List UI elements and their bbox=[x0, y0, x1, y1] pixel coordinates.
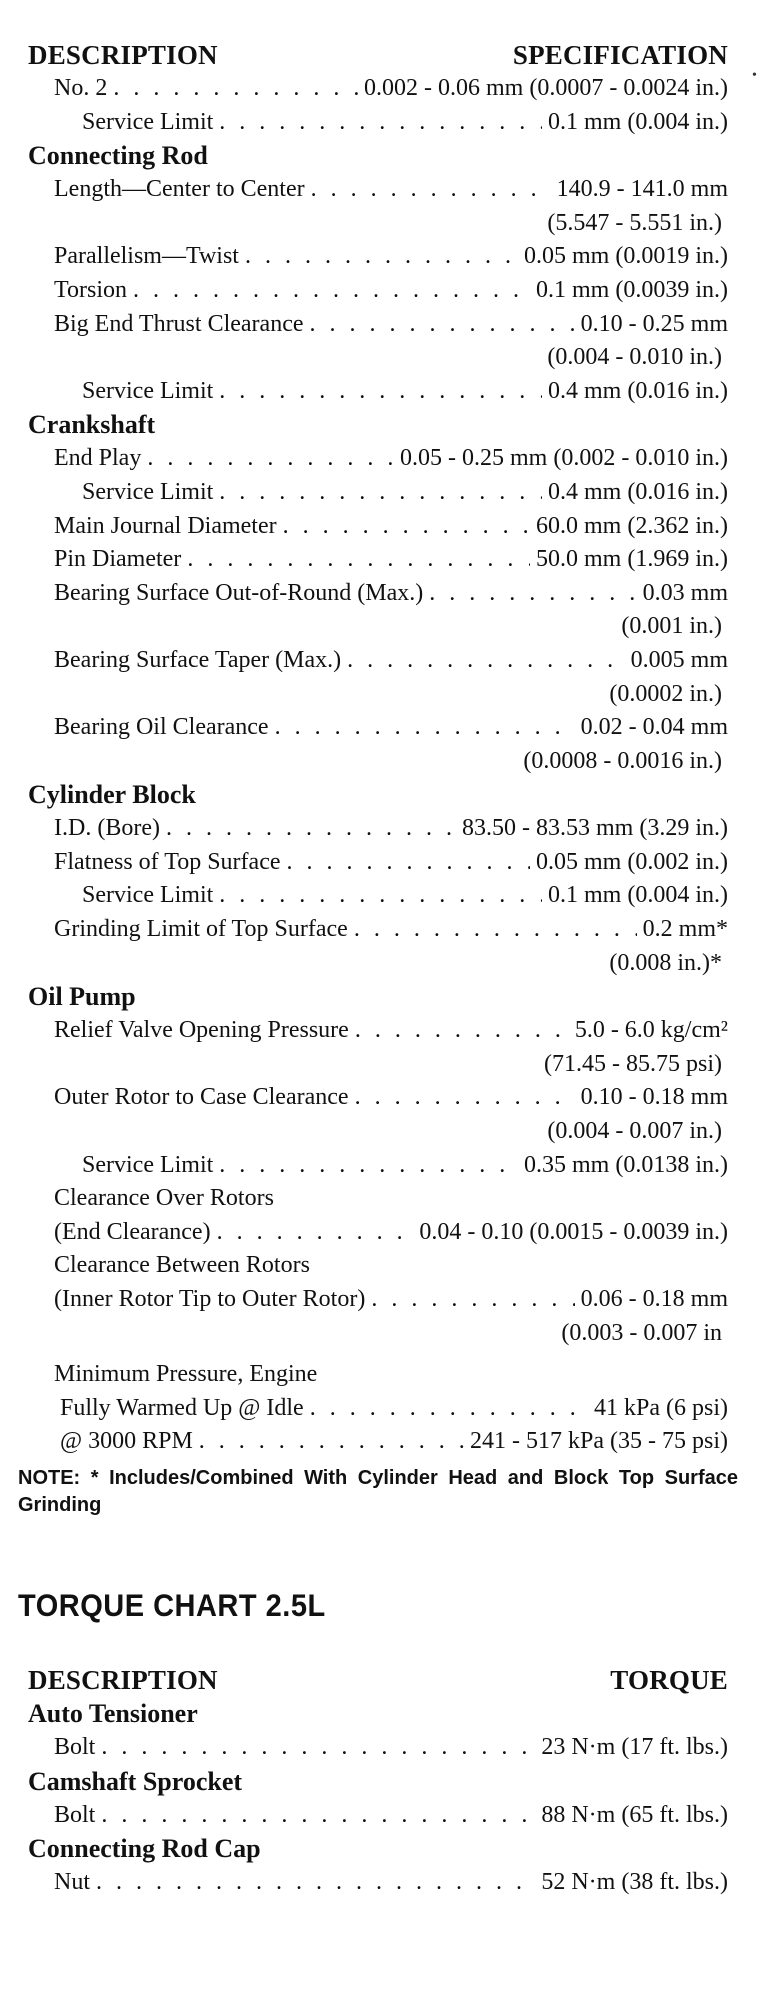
spec-value: 0.2 mm* bbox=[642, 916, 728, 943]
spec-value: 0.03 mm bbox=[642, 579, 728, 606]
spec-value: 0.04 - 0.10 (0.0015 - 0.0039 in.) bbox=[419, 1218, 728, 1245]
torque-chart-title: TORQUE CHART 2.5L bbox=[18, 1588, 326, 1624]
spec-value: 0.4 mm (0.016 in.) bbox=[548, 377, 728, 404]
torque-heading: TORQUE bbox=[610, 1664, 728, 1695]
spec-value: 0.10 - 0.18 mm bbox=[580, 1084, 728, 1111]
spec-label: (Inner Rotor Tip to Outer Rotor) bbox=[54, 1286, 366, 1312]
spec-row-out-of-round bbox=[28, 577, 728, 611]
margin-mark: • bbox=[752, 68, 757, 83]
footnote: NOTE: * Includes/Combined With Cylinder Head and Block Top Surface Grinding bbox=[18, 1466, 738, 1516]
spec-row-flatness bbox=[28, 846, 728, 880]
spec-row-no2 bbox=[28, 72, 728, 106]
spec-value: 50.0 mm (1.969 in.) bbox=[536, 546, 728, 573]
spec-label: Pin Diameter bbox=[54, 546, 182, 573]
spec-document bbox=[18, 38, 738, 1900]
spec-label-line: Clearance Between Rotors bbox=[54, 1252, 310, 1279]
torque-value: 88 N·m (65 ft. lbs.) bbox=[541, 1801, 728, 1828]
spec-row-relief-valve bbox=[28, 1014, 728, 1048]
spec-label: No. 2 bbox=[54, 75, 108, 101]
spec-value-continued: (0.003 - 0.007 in bbox=[561, 1319, 722, 1346]
section-oil-pump: Oil Pump bbox=[28, 982, 136, 1012]
spec-label: Length—Center to Center bbox=[54, 176, 305, 203]
spec-value: 0.35 mm (0.0138 in.) bbox=[524, 1151, 728, 1178]
torque-row-connecting-rod-cap-nut bbox=[28, 1866, 728, 1900]
spec-value: 140.9 - 141.0 mm bbox=[556, 176, 728, 203]
spec-label: Parallelism—Twist bbox=[54, 243, 239, 270]
spec-value-continued: (71.45 - 85.75 psi) bbox=[544, 1050, 722, 1077]
spec-value: 60.0 mm (2.362 in.) bbox=[536, 512, 728, 539]
section-camshaft-sprocket: Camshaft Sprocket bbox=[28, 1766, 243, 1796]
spec-row-oil-clearance bbox=[28, 711, 728, 745]
spec-row-service-limit bbox=[28, 375, 728, 409]
spec-row-end-play bbox=[28, 442, 728, 476]
spec-value: 0.1 mm (0.0039 in.) bbox=[536, 276, 728, 303]
spec-row-over-rotors bbox=[28, 1216, 728, 1250]
spec-row-pin-diameter bbox=[28, 543, 728, 577]
spec-row-torsion bbox=[28, 274, 728, 308]
spec-label: Outer Rotor to Case Clearance bbox=[54, 1084, 349, 1111]
torque-value: 52 N·m (38 ft. lbs.) bbox=[541, 1869, 728, 1896]
spec-value: 241 - 517 kPa (35 - 75 psi) bbox=[470, 1428, 728, 1455]
spec-row-3000-rpm bbox=[28, 1425, 728, 1459]
spec-label: Service Limit bbox=[82, 108, 214, 135]
spec-value-continued: (0.004 - 0.007 in.) bbox=[547, 1118, 722, 1145]
description-heading: DESCRIPTION bbox=[28, 1664, 218, 1695]
spec-label: Bearing Surface Out-of-Round (Max.) bbox=[54, 579, 424, 606]
section-connecting-rod-cap: Connecting Rod Cap bbox=[28, 1834, 261, 1864]
spec-value-continued: (0.001 in.) bbox=[621, 613, 722, 640]
spec-row-length bbox=[28, 173, 728, 207]
spec-value: 0.002 - 0.06 mm (0.0007 - 0.0024 in.) bbox=[364, 75, 728, 101]
spec-row-service-limit bbox=[28, 476, 728, 510]
spec-row-bore bbox=[28, 812, 728, 846]
spec-label-line: Clearance Over Rotors bbox=[54, 1185, 274, 1212]
spec-value-continued: (0.0008 - 0.0016 in.) bbox=[523, 747, 722, 774]
spec-value-continued: (0.004 - 0.010 in.) bbox=[547, 344, 722, 371]
spec-row-service-limit bbox=[28, 106, 728, 140]
spec-row-service-limit bbox=[28, 879, 728, 913]
spec-value: 0.1 mm (0.004 in.) bbox=[548, 108, 728, 135]
spec-value: 41 kPa (6 psi) bbox=[594, 1394, 728, 1421]
torque-row-camshaft-sprocket-bolt bbox=[28, 1799, 728, 1833]
spec-label: Service Limit bbox=[82, 882, 214, 909]
torque-label: Bolt bbox=[54, 1801, 96, 1828]
torque-column-header bbox=[28, 1663, 728, 1697]
spec-value: 0.05 - 0.25 mm (0.002 - 0.010 in.) bbox=[400, 445, 728, 472]
torque-row-auto-tensioner-bolt bbox=[28, 1731, 728, 1765]
spec-row-parallelism bbox=[28, 240, 728, 274]
torque-label: Bolt bbox=[54, 1733, 96, 1760]
spec-row-grinding bbox=[28, 913, 728, 947]
torque-label: Nut bbox=[54, 1869, 90, 1896]
spec-row-warm-idle bbox=[28, 1392, 728, 1426]
spec-value: 0.02 - 0.04 mm bbox=[580, 714, 728, 741]
spec-label: (End Clearance) bbox=[54, 1218, 211, 1245]
spec-value: 5.0 - 6.0 kg/cm² bbox=[574, 1017, 728, 1044]
spec-value: 0.4 mm (0.016 in.) bbox=[548, 478, 728, 505]
section-crankshaft: Crankshaft bbox=[28, 410, 156, 440]
spec-label: Service Limit bbox=[82, 377, 214, 404]
spec-column-header bbox=[28, 38, 728, 72]
spec-value: 0.1 mm (0.004 in.) bbox=[548, 882, 728, 909]
section-connecting-rod: Connecting Rod bbox=[28, 141, 208, 171]
spec-label: Fully Warmed Up @ Idle bbox=[60, 1394, 304, 1421]
spec-row-service-limit bbox=[28, 1149, 728, 1183]
spec-row-between-rotors bbox=[28, 1283, 728, 1317]
spec-label: End Play bbox=[54, 445, 142, 472]
spec-row-main-journal bbox=[28, 510, 728, 544]
spec-row-taper bbox=[28, 644, 728, 678]
description-heading: DESCRIPTION bbox=[28, 40, 218, 70]
spec-value-continued: (0.0002 in.) bbox=[609, 680, 722, 707]
spec-value: 0.005 mm bbox=[630, 646, 728, 673]
spec-label: Service Limit bbox=[82, 478, 214, 505]
spec-value: 0.05 mm (0.002 in.) bbox=[536, 848, 728, 875]
torque-value: 23 N·m (17 ft. lbs.) bbox=[541, 1733, 728, 1760]
spec-label: Service Limit bbox=[82, 1151, 214, 1178]
spec-label-line: Minimum Pressure, Engine bbox=[54, 1361, 318, 1388]
spec-label: Grinding Limit of Top Surface bbox=[54, 916, 348, 943]
spec-row-outer-rotor bbox=[28, 1081, 728, 1115]
section-auto-tensioner: Auto Tensioner bbox=[28, 1698, 198, 1728]
spec-value-continued: (0.008 in.)* bbox=[609, 949, 722, 976]
spec-label: Relief Valve Opening Pressure bbox=[54, 1017, 349, 1044]
spec-label: Flatness of Top Surface bbox=[54, 848, 281, 875]
spec-value: 0.06 - 0.18 mm bbox=[580, 1286, 728, 1312]
spec-value: 83.50 - 83.53 mm (3.29 in.) bbox=[462, 815, 728, 842]
spec-row-big-end bbox=[28, 308, 728, 342]
spec-value: 0.05 mm (0.0019 in.) bbox=[524, 243, 728, 270]
spec-value-continued: (5.547 - 5.551 in.) bbox=[547, 209, 722, 236]
spec-label: I.D. (Bore) bbox=[54, 815, 160, 842]
spec-label: Bearing Oil Clearance bbox=[54, 714, 269, 741]
spec-label: @ 3000 RPM bbox=[60, 1428, 193, 1455]
spec-label: Main Journal Diameter bbox=[54, 512, 277, 539]
specification-heading: SPECIFICATION bbox=[512, 40, 728, 70]
section-cylinder-block: Cylinder Block bbox=[28, 780, 196, 810]
spec-value: 0.10 - 0.25 mm bbox=[580, 310, 728, 337]
spec-label: Bearing Surface Taper (Max.) bbox=[54, 646, 342, 673]
spec-label: Torsion bbox=[54, 276, 127, 303]
spec-label: Big End Thrust Clearance bbox=[54, 310, 304, 337]
